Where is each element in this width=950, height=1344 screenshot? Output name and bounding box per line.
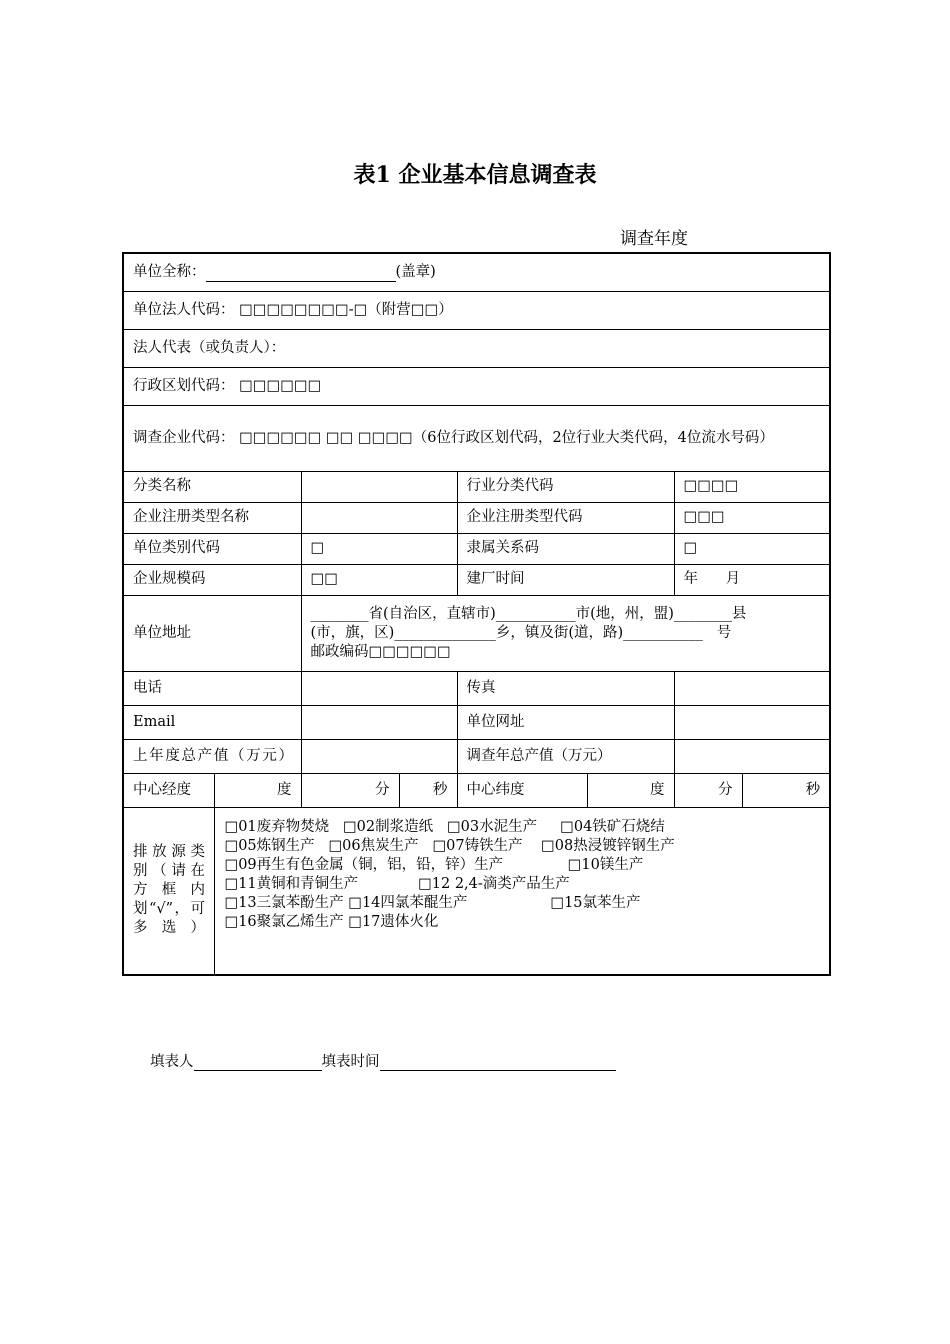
unit-name-field[interactable] [206,265,396,282]
grid-row [123,533,830,564]
form-footer [150,1050,616,1071]
survey-code-field[interactable]: 调查企业代码： □□□□□□ □□ □□□□（6位行政区划代码，2位行业大类代码，4位流水号码） [123,405,830,471]
website-value[interactable] [674,705,830,739]
emission-source-label: 排放源类别（请在方框内划“√”，可多选） [133,844,205,937]
email-label: Email [123,705,301,739]
center-longitude-label: 中心经度 [123,773,214,807]
grid-row [123,471,830,502]
address-value[interactable] [301,595,830,671]
fax-value[interactable] [674,671,830,705]
grid-row [123,502,830,533]
unit-category-label: 单位类别代码 [123,533,301,564]
founded-time-label: 建厂时间 [457,564,674,595]
source-option-line[interactable]: □16聚氯乙烯生产 □17遗体火化 [224,913,439,930]
coordinates-row [123,773,830,807]
unit-name-row [123,253,830,291]
survey-year-output-value[interactable] [674,739,830,773]
reg-type-name-label: 企业注册类型名称 [123,502,301,533]
source-option-line[interactable]: □13三氯苯酚生产 □14四氯苯醌生产 □15氯苯生产 [224,894,641,911]
admin-code-row [123,367,830,405]
center-latitude-label: 中心纬度 [457,773,587,807]
admin-code-field[interactable]: 行政区划代码： □□□□□□ [123,367,830,405]
address-row [123,595,830,671]
filler-field[interactable] [194,1056,322,1071]
longitude-degree[interactable]: 度 [214,773,301,807]
latitude-degree[interactable]: 度 [587,773,674,807]
website-label: 单位网址 [457,705,674,739]
survey-year-label: 调查年度 [620,229,688,249]
page-title: 表1 企业基本信息调查表 [353,162,597,188]
emission-source-options [214,807,830,975]
last-year-output-label: 上年度总产值（万元） [133,747,293,764]
last-year-output-value[interactable] [301,739,457,773]
unit-name-suffix: (盖章) [395,263,436,280]
legal-code-row [123,291,830,329]
grid-row [123,564,830,595]
industry-code-label: 行业分类代码 [457,471,674,502]
industry-code-value[interactable]: □□□□ [674,471,830,502]
source-option-line[interactable]: □09再生有色金属（铜，铝，铅，锌）生产 □10镁生产 [224,856,644,873]
address-line-1: ________省(自治区，直辖市)___________市(地，州，盟)________县 [310,605,747,622]
phone-label: 电话 [123,671,301,705]
email-value[interactable] [301,705,457,739]
postal-code-line: 邮政编码□□□□□□ [310,643,451,660]
emission-source-row [123,807,830,975]
source-option-line[interactable]: □01废弃物焚烧 □02制浆造纸 □03水泥生产 □04铁矿石烧结 [224,818,665,835]
legal-rep-row [123,329,830,367]
address-line-2: (市，旗，区)______________乡，镇及街(道，路)___________ 号 [310,624,732,641]
latitude-minute[interactable]: 分 [674,773,742,807]
fax-label: 传真 [457,671,674,705]
unit-name-label: 单位全称： [133,263,206,280]
unit-category-value[interactable]: □ [301,533,457,564]
scale-code-value[interactable]: □□ [301,564,457,595]
reg-type-code-label: 企业注册类型代码 [457,502,674,533]
legal-rep-field[interactable]: 法人代表（或负责人）： [123,329,830,367]
scale-code-label: 企业规模码 [123,564,301,595]
fill-time-field[interactable] [380,1056,616,1071]
affiliation-code-label: 隶属关系码 [457,533,674,564]
legal-code-field[interactable]: 单位法人代码： □□□□□□□□-□（附营□□） [123,291,830,329]
category-name-label: 分类名称 [123,471,301,502]
fill-time-label: 填表时间 [321,1054,380,1070]
filler-label: 填表人 [150,1054,194,1070]
affiliation-code-value[interactable]: □ [674,533,830,564]
source-option-line[interactable]: □05炼钢生产 □06焦炭生产 □07铸铁生产 □08热浸镀锌钢生产 [224,837,675,854]
output-row [123,739,830,773]
enterprise-info-form [122,252,831,976]
contact-row [123,705,830,739]
address-label: 单位地址 [123,595,301,671]
reg-type-code-value[interactable]: □□□ [674,502,830,533]
survey-code-row [123,405,830,471]
category-name-value[interactable] [301,471,457,502]
reg-type-name-value[interactable] [301,502,457,533]
founded-time-value[interactable]: 年 月 [674,564,830,595]
phone-value[interactable] [301,671,457,705]
longitude-second[interactable]: 秒 [399,773,457,807]
source-option-line[interactable]: □11黄铜和青铜生产 □12 2,4-滴类产品生产 [224,875,570,892]
contact-row [123,671,830,705]
longitude-minute[interactable]: 分 [301,773,399,807]
survey-year-output-label: 调查年总产值（万元） [457,739,674,773]
latitude-second[interactable]: 秒 [742,773,830,807]
